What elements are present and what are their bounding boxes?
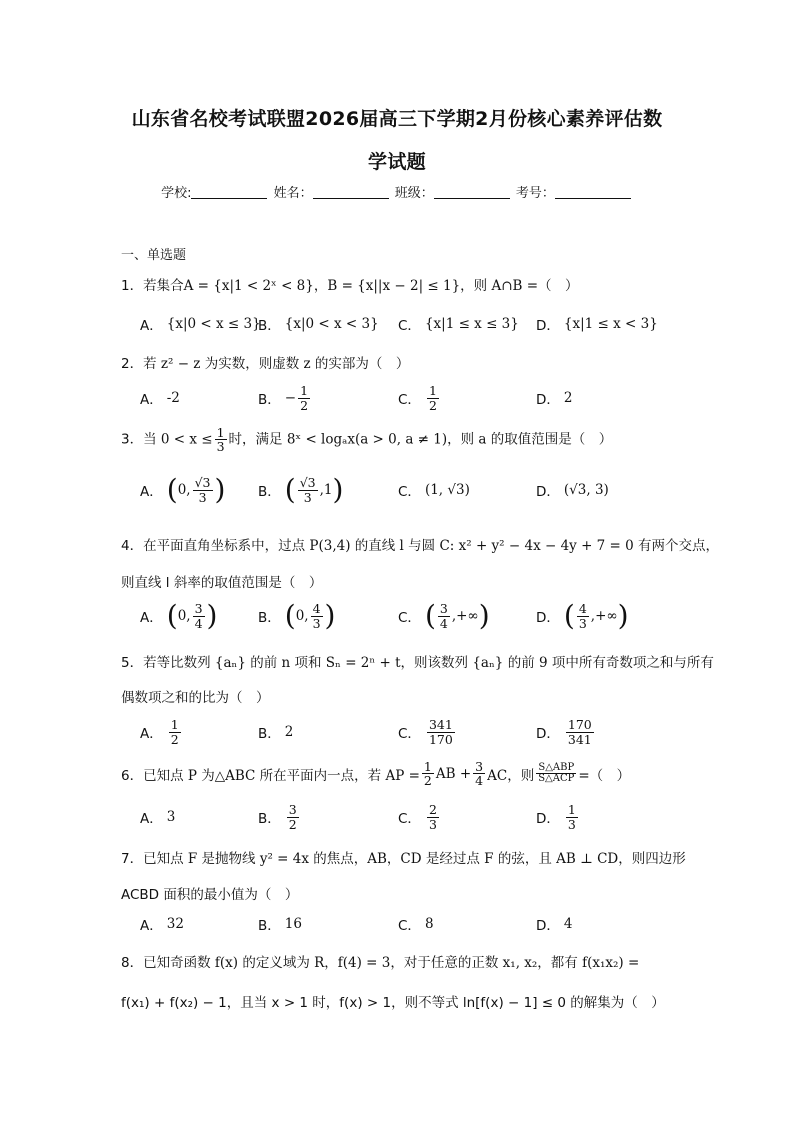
student-info-row <box>0 182 794 201</box>
school-blank <box>191 185 267 199</box>
fraction: $\frac{4}{3}$ <box>312 601 321 631</box>
exam-title-line-2: 学试题 <box>368 151 426 173</box>
question-1-stem <box>121 274 579 294</box>
option-a[interactable]: A． ( 0, $\frac{√3}{3}$ ) <box>140 473 226 506</box>
option-d[interactable]: D． ( $\frac{4}{3}$ ,+∞ ) <box>536 599 629 632</box>
question-2-stem <box>121 352 409 372</box>
question-number: 6． <box>121 767 144 784</box>
question-3-stem: 3．当 0 < x ≤ $\frac{1}{3}$ 时，满足 8ˣ < logₐx(a > 0, a ≠ 1)，则 a 的取值范围是（ ） <box>121 425 613 455</box>
section-heading: 一、单选题 <box>121 248 187 263</box>
stem-text: 若集合 <box>143 278 184 294</box>
option-b[interactable]: B． − $\frac{1}{2}$ <box>258 383 309 413</box>
area-ratio-fraction: $\frac{\text{S△ABP}}{\text{S△ACP}}$ <box>538 761 575 785</box>
question-5-options <box>140 712 700 752</box>
stem-math: A = {x|1 < 2ˣ < 8}，B = {x||x − 2| ≤ 1}，则 A∩B =（ ） <box>183 278 579 294</box>
option-a[interactable]: A． 3 <box>140 809 176 827</box>
question-4-stem-line-2: 则直线 l 斜率的取值范围是（ ） <box>121 575 323 591</box>
question-4-options <box>140 596 700 636</box>
fraction: $\frac{√3}{3}$ <box>194 475 211 505</box>
question-7-options <box>140 904 700 944</box>
fraction: $\frac{341}{170}$ <box>428 717 453 747</box>
question-6-stem: 6． 已知点 P 为△ABC 所在平面内一点，若 AP = $\frac{1}{2}$ AB + $\frac{3}{4}$ AC，则 $\frac{\text{S△ABP}}{\text{S△ACP}}$ =（ ） <box>121 759 631 789</box>
fraction: $\frac{4}{3}$ <box>578 601 587 631</box>
option-d[interactable]: D． $\frac{1}{3}$ <box>536 802 576 832</box>
fraction: $\frac{1}{3}$ <box>216 425 225 455</box>
question-number: 7． <box>121 851 144 867</box>
option-c[interactable]: C． ( $\frac{3}{4}$ ,+∞ ) <box>398 599 490 632</box>
question-2-options <box>140 378 700 418</box>
question-number: 8． <box>121 955 144 971</box>
option-b[interactable]: B． ( $\frac{√3}{3}$ ,1 ) <box>258 473 344 506</box>
question-number: 3． <box>121 431 144 448</box>
fraction: $\frac{1}{3}$ <box>567 802 576 832</box>
exam-title-line-1: 山东省名校考试联盟2026届高三下学期2月份核心素养评估数 <box>131 108 663 130</box>
fraction: $\frac{3}{4}$ <box>194 601 203 631</box>
stem-text: 若 z² − z 为实数，则虚数 z 的实部为（ ） <box>143 356 410 372</box>
fraction: $\frac{170}{341}$ <box>567 717 592 747</box>
fraction: $\frac{1}{2}$ <box>170 717 179 747</box>
option-b[interactable]: B． 2 <box>258 724 294 742</box>
option-d[interactable]: D． {x|1 ≤ x < 3} <box>536 316 658 334</box>
question-5-stem-line-2: 偶数项之和的比为（ ） <box>121 690 270 706</box>
option-a[interactable]: A． -2 <box>140 390 180 408</box>
option-c[interactable]: C． (1, √3) <box>398 482 470 500</box>
fraction: $\frac{2}{3}$ <box>428 802 437 832</box>
option-a[interactable]: A． ( 0, $\frac{3}{4}$ ) <box>140 599 218 632</box>
class-label: 班级： <box>394 186 434 201</box>
option-b[interactable]: B． 16 <box>258 916 302 934</box>
fraction: $\frac{1}{2}$ <box>428 383 437 413</box>
question-7-stem-line-1: 7．已知点 F 是抛物线 y² = 4x 的焦点，AB，CD 是经过点 F 的弦，且 AB ⊥ CD，则四边形 <box>121 851 686 867</box>
option-c[interactable]: C． $\frac{1}{2}$ <box>398 383 437 413</box>
fraction: $\frac{3}{2}$ <box>288 802 297 832</box>
option-c[interactable]: C． {x|1 ≤ x ≤ 3} <box>398 316 519 334</box>
question-8-stem-line-1: 8．已知奇函数 f(x) 的定义域为 R，f(4) = 3，对于任意的正数 x₁, x₂，都有 f(x₁x₂) = <box>121 955 640 971</box>
option-c[interactable]: C． $\frac{341}{170}$ <box>398 717 453 747</box>
question-number: 2． <box>121 356 144 372</box>
option-a[interactable]: A． 32 <box>140 916 184 934</box>
option-b[interactable]: B． {x|0 < x < 3} <box>258 316 379 334</box>
question-3-options <box>140 470 700 510</box>
question-number: 1． <box>121 278 144 294</box>
fraction: $\frac{√3}{3}$ <box>299 475 316 505</box>
exam-number-label: 考号： <box>515 186 555 201</box>
question-5-stem-line-1: 5．若等比数列 {aₙ} 的前 n 项和 Sₙ = 2ⁿ + t，则该数列 {aₙ} 的前 9 项中所有奇数项之和与所有 <box>121 655 714 671</box>
name-blank <box>313 185 389 199</box>
option-a[interactable]: A． {x|0 < x ≤ 3} <box>140 316 261 334</box>
option-d[interactable]: D． $\frac{170}{341}$ <box>536 717 592 747</box>
fraction: $\frac{1}{2}$ <box>423 759 432 789</box>
fraction: $\frac{3}{4}$ <box>439 601 448 631</box>
option-d[interactable]: D． 4 <box>536 916 573 934</box>
option-c[interactable]: C． 8 <box>398 916 434 934</box>
question-1-options <box>140 304 700 344</box>
name-label: 姓名： <box>273 186 313 201</box>
question-6-options <box>140 797 700 837</box>
question-7-stem-line-2: ACBD 面积的最小值为（ ） <box>121 887 299 903</box>
question-number: 5． <box>121 655 144 671</box>
option-d[interactable]: D． (√3, 3) <box>536 482 609 500</box>
exam-number-blank <box>555 185 631 199</box>
fraction: $\frac{1}{2}$ <box>300 383 309 413</box>
school-label: 学校: <box>161 186 192 201</box>
option-a[interactable]: A． $\frac{1}{2}$ <box>140 717 179 747</box>
question-number: 4． <box>121 538 144 554</box>
option-d[interactable]: D． 2 <box>536 390 573 408</box>
fraction: $\frac{3}{4}$ <box>475 759 484 789</box>
option-b[interactable]: B． $\frac{3}{2}$ <box>258 802 297 832</box>
class-blank <box>434 185 510 199</box>
question-4-stem-line-1: 4．在平面直角坐标系中，过点 P(3,4) 的直线 l 与圆 C: x² + y² − 4x − 4y + 7 = 0 有两个交点， <box>121 538 720 554</box>
question-8-stem-line-2: f(x₁) + f(x₂) − 1，且当 x > 1 时，f(x) > 1，则不等式 ln[f(x) − 1] ≤ 0 的解集为（ ） <box>121 995 665 1011</box>
option-c[interactable]: C． $\frac{2}{3}$ <box>398 802 437 832</box>
option-b[interactable]: B． ( 0, $\frac{4}{3}$ ) <box>258 599 336 632</box>
